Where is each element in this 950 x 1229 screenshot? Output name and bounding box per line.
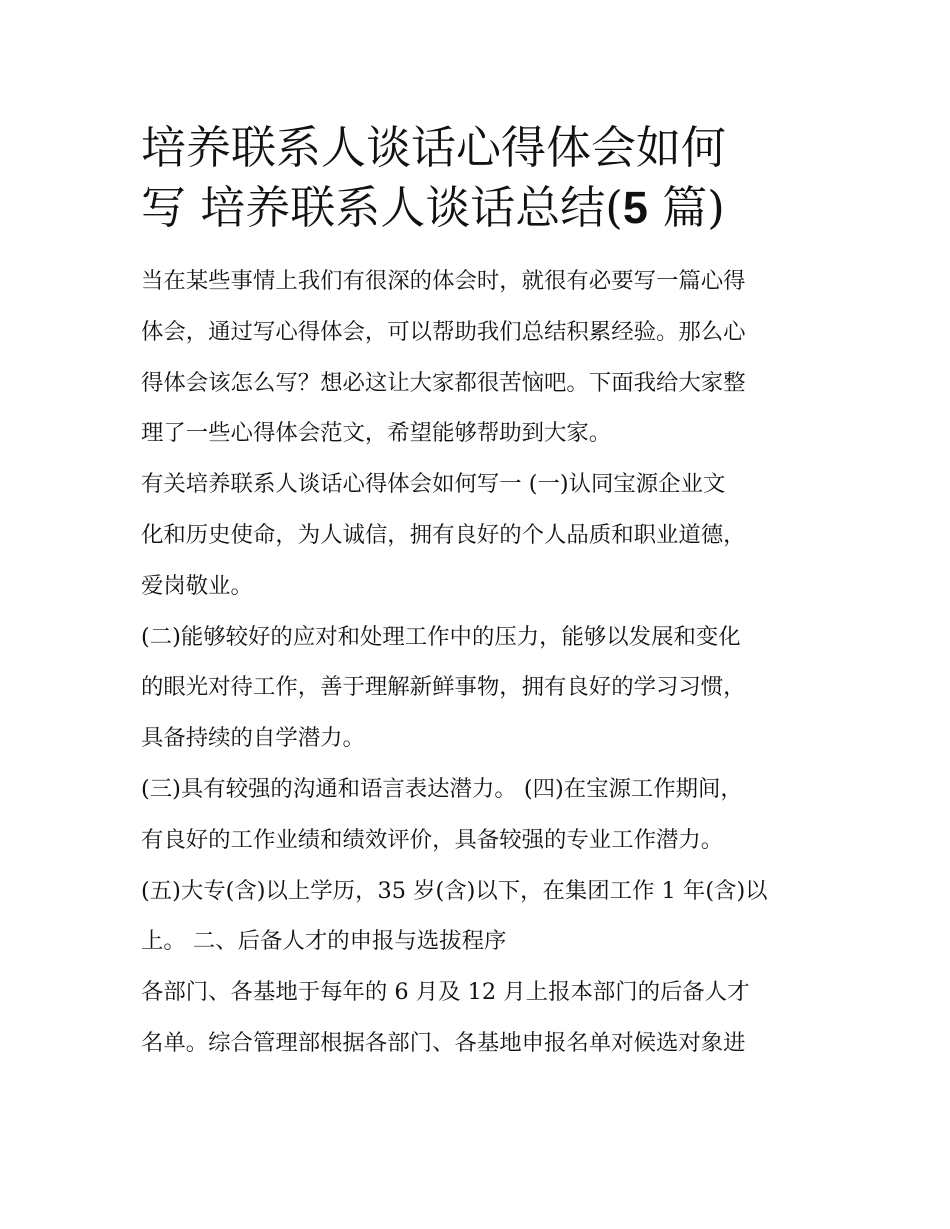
title-line-2 (141, 178, 821, 238)
paragraph-criteria-5 (141, 866, 821, 968)
text-line: 上。 二、后备人才的申报与选拔程序 (141, 928, 507, 955)
paragraph-intro (141, 256, 821, 459)
paragraph-criteria-2 (141, 612, 821, 764)
paragraph-criteria-1 (141, 459, 821, 611)
title-count: 5 (622, 182, 648, 233)
text-line: (三)具有较强的沟通和语言表达潜力。 (四)在宝源工作期间， (141, 775, 743, 802)
text-line: 当在某些事情上我们有很深的体会时，就很有必要写一篇心得 (141, 268, 746, 294)
document-content (141, 118, 821, 1069)
text-line: (五)大专(含)以上学历，35 岁(含)以下，在集团工作 1 年(含)以 (141, 877, 768, 904)
text-line: 体会，通过写心得体会，可以帮助我们总结积累经验。那么心 (141, 318, 746, 345)
paragraph-criteria-3-4 (141, 764, 821, 866)
text-line: 有关培养联系人谈话心得体会如何写一 (一)认同宝源企业文 (141, 471, 726, 498)
paragraph-procedure (141, 967, 821, 1069)
document-title (141, 118, 821, 238)
text-line: 各部门、各基地于每年的 6 月及 12 月上报本部门的后备人才 (141, 979, 750, 1006)
text-line: 化和历史使命，为人诚信，拥有良好的个人品质和职业道德， (141, 521, 746, 548)
text-line: 得体会该怎么写？想必这让大家都很苦恼吧。下面我给大家整 (141, 369, 746, 396)
title-line-2-suffix: 篇) (647, 181, 725, 234)
title-line-1: 培养联系人谈话心得体会如何 (141, 121, 727, 174)
text-line: 有良好的工作业绩和绩效评价，具备较强的专业工作潜力。 (141, 826, 724, 853)
text-line: 的眼光对待工作，善于理解新鲜事物，拥有良好的学习习惯， (141, 674, 746, 701)
text-line: 理了一些心得体会范文，希望能够帮助到大家。 (141, 420, 612, 447)
text-line: (二)能够较好的应对和处理工作中的压力，能够以发展和变化 (141, 623, 741, 650)
text-line: 具备持续的自学潜力。 (141, 725, 365, 752)
title-line-2-prefix: 写 培养联系人谈话总结( (141, 181, 623, 234)
text-line: 爱岗敬业。 (141, 572, 253, 599)
text-line: 名单。综合管理部根据各部门、各基地申报名单对候选对象进 (141, 1029, 746, 1056)
